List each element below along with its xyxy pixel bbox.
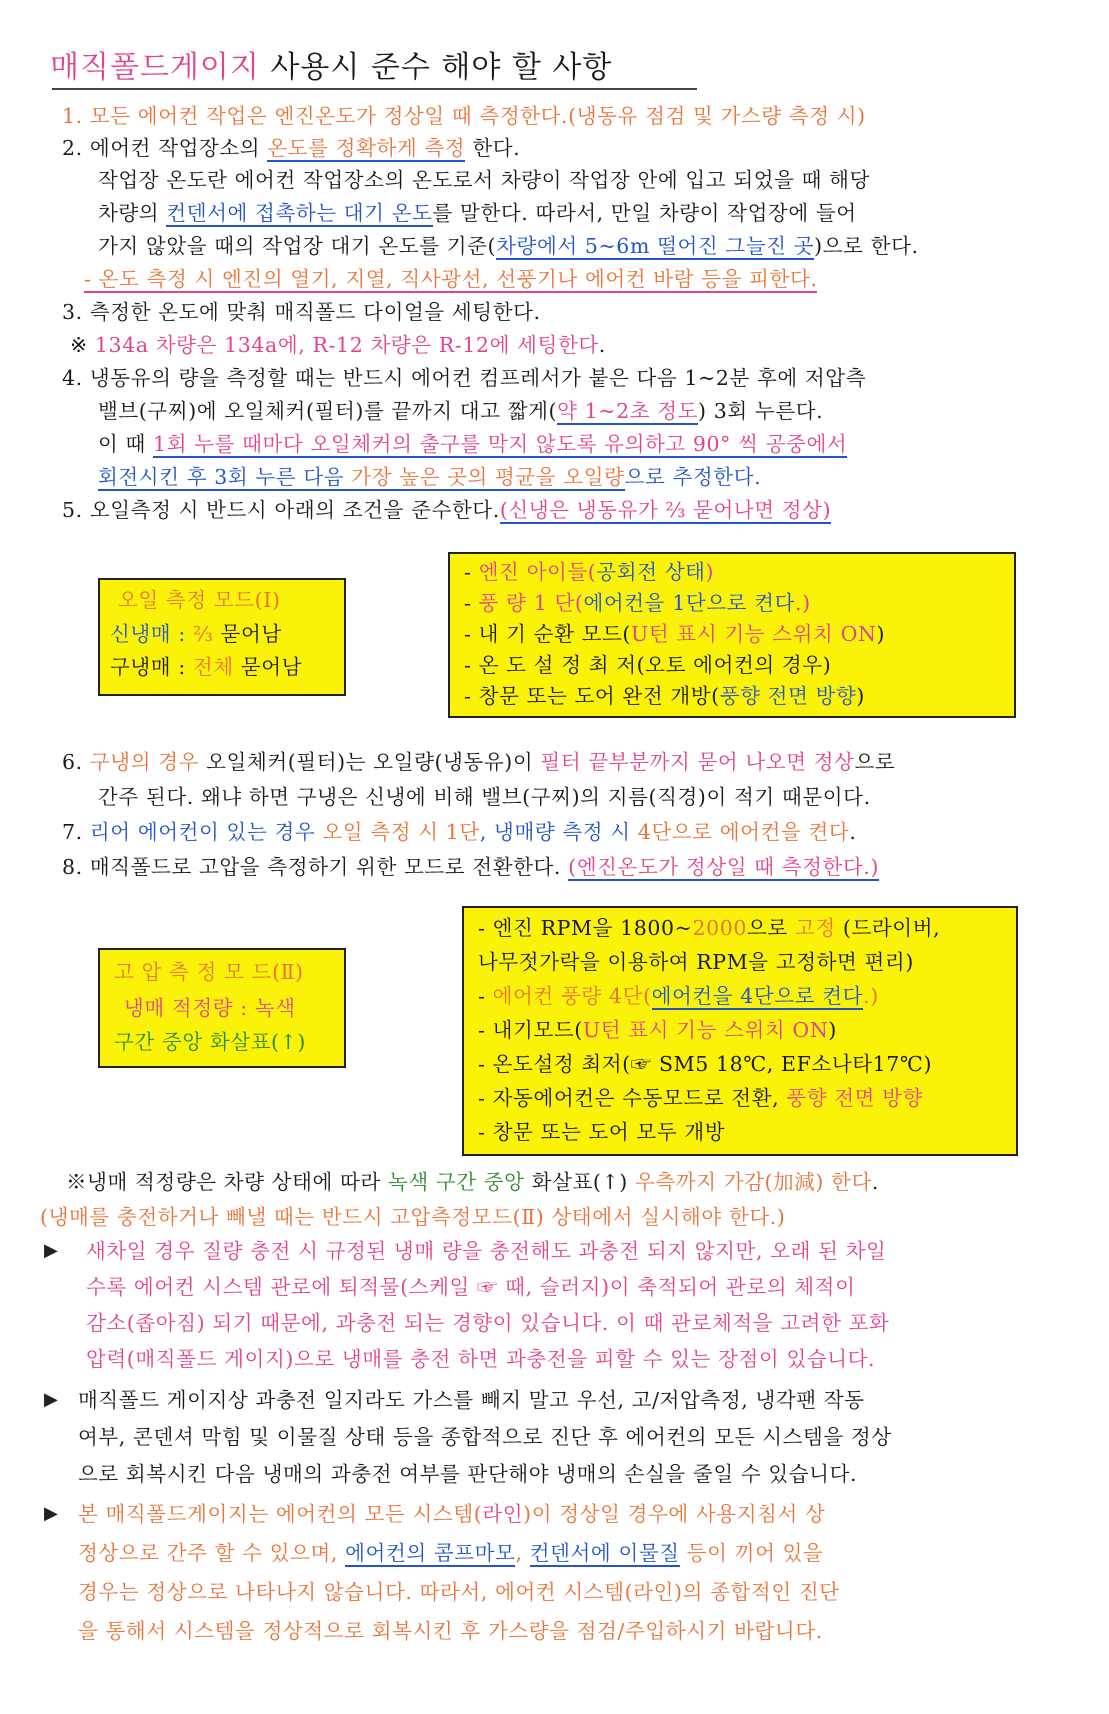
page-title xyxy=(50,42,612,86)
hp-condition-1-e: (드라이버, xyxy=(835,916,941,940)
hp-condition-5-b: 풍향 전면 방향 xyxy=(786,1086,924,1110)
note-1-d: 우측까지 가감(加減) 한다 xyxy=(635,1170,872,1194)
bullet-3-line-2-c: , xyxy=(515,1541,530,1565)
condition-2-a: 풍 량 1 단( xyxy=(478,591,584,615)
item-2-line-3-highlight: 컨덴서에 접촉하는 대기 온도 xyxy=(166,201,433,225)
item-4-line-2-a: 밸브(구찌)에 오일체커(필터)를 끝까지 대고 짧게( xyxy=(98,399,558,423)
high-pressure-mode-row-2: 구간 중앙 화살표(↑) xyxy=(114,1030,307,1054)
hp-condition-3-c: ) xyxy=(828,1018,837,1042)
note-1-a: ※냉매 적정량은 차량 상태에 따라 xyxy=(66,1170,388,1194)
bullet-2-line-3: 으로 회복시킨 다음 냉매의 과충전 여부를 판단해야 냉매의 손실을 줄일 수 있습니다. xyxy=(78,1462,858,1486)
hp-condition-1-line-2: 나무젓가락을 이용하여 RPM을 고정하면 편리) xyxy=(478,950,914,974)
item-6-num: 6. xyxy=(62,750,90,774)
bullet-1-line-4: 압력(매직폴드 게이지)으로 냉매를 충전 하면 과충전을 피할 수 있는 장점이 있습니다. xyxy=(86,1347,876,1371)
condition-2-c: .) xyxy=(794,591,811,615)
item-3-note xyxy=(70,331,606,359)
bullet-3-line-2-a: 정상으로 간주 할 수 있으며, xyxy=(78,1541,346,1565)
item-3-note-mark: ※ xyxy=(70,333,95,357)
bullet-1-line-2: 수록 에어컨 시스템 관로에 퇴적물(스케일 ☞ 때, 슬러지)이 축적되어 관로의 체적이 xyxy=(86,1275,856,1299)
oil-mode-old-text: 묻어남 xyxy=(233,655,303,679)
item-2-line-4-c: )으로 한다. xyxy=(814,234,919,258)
bullet-1-line-1: 새차일 경우 질량 충전 시 규정된 냉매 량을 충전해도 과충전 되지 않지만, 오래 된 차일 xyxy=(86,1239,887,1263)
item-3-text: 3. 측정한 온도에 맞춰 매직폴드 다이얼을 세팅한다. xyxy=(62,300,541,324)
bullet-3-line-2-b: 에어컨의 콤프마모 xyxy=(345,1541,516,1565)
item-7 xyxy=(62,818,856,846)
item-8 xyxy=(62,853,879,881)
hp-condition-1-a: - 엔진 RPM을 1800~ xyxy=(478,916,693,940)
item-2 xyxy=(62,134,520,162)
condition-5-c: ) xyxy=(856,684,866,708)
condition-1-a: 엔진 아이들( xyxy=(478,560,597,584)
item-2-line-2-text: 작업장 온도란 에어컨 작업장소의 온도로서 차량이 작업장 안에 입고 되었을 때 해당 xyxy=(98,168,870,192)
item-2-line-3 xyxy=(98,199,857,227)
condition-2-b: 에어컨을 1단으로 켠다 xyxy=(583,591,795,615)
note-1-b: 녹색 구간 중앙 xyxy=(387,1170,525,1194)
high-pressure-mode-box xyxy=(98,948,346,1068)
item-4-line-4-a: 회전시킨 후 3회 누른 다음 xyxy=(98,465,352,489)
play-triangle-icon: ▶ xyxy=(44,1389,58,1410)
hp-condition-2 xyxy=(478,982,879,1010)
item-2-line-4-a: 가지 않았을 때의 작업장 대기 온도를 기준( xyxy=(98,234,497,258)
item-6-line-2 xyxy=(98,783,871,811)
item-6-a: 구냉의 경우 xyxy=(89,750,200,774)
oil-mode-box xyxy=(98,578,346,696)
bullet-3-line-4: 을 통해서 시스템을 정상적으로 회복시킨 후 가스량을 점검/주입하시기 바랍니다. xyxy=(78,1619,823,1643)
item-7-a: 리어 에어컨이 있는 경우 xyxy=(89,820,316,844)
oil-mode-new-label: 신냉매 : xyxy=(110,622,193,646)
hp-condition-2-c: .) xyxy=(863,984,879,1008)
bullet-3-line-3: 경우는 정상으로 나타나지 않습니다. 따라서, 에어컨 시스템(라인)의 종합적인 진단 xyxy=(78,1580,840,1604)
condition-2-dash: - xyxy=(464,591,479,615)
title-brand: 매직폴드게이지 xyxy=(50,50,260,85)
hp-condition-5 xyxy=(478,1084,923,1112)
oil-mode-old-label: 구냉매 : xyxy=(110,655,193,679)
bullet-3-line-2 xyxy=(78,1539,823,1567)
item-4-line-4-c: 으로 추정한다. xyxy=(624,465,762,489)
item-6-line-2-text: 간주 된다. 왜냐 하면 구냉은 신냉에 비해 밸브(구찌)의 지름(직경)이 적기 때문이다. xyxy=(98,785,871,809)
item-3-note-text: 134a 차량은 134a에, R-12 차량은 R-12에 세팅한다 xyxy=(94,333,599,357)
hp-condition-6: - 창문 또는 도어 모두 개방 xyxy=(478,1120,726,1144)
condition-5 xyxy=(464,682,865,710)
bullet-2-line-2: 여부, 콘덴셔 막힘 및 이물질 상태 등을 종합적으로 진단 후 에어컨의 모든 시스템을 정상 xyxy=(78,1425,892,1449)
note-1-c: 화살표(↑) xyxy=(524,1170,635,1194)
item-3 xyxy=(62,298,541,326)
note-2 xyxy=(40,1203,785,1231)
item-4-line-3 xyxy=(98,430,847,458)
item-2-text-a: 2. 에어컨 작업장소의 xyxy=(62,136,268,160)
item-7-num: 7. xyxy=(62,820,90,844)
item-7-b: 오일 측정 시 1단 xyxy=(315,820,480,844)
item-1 xyxy=(62,102,866,130)
title-underline xyxy=(52,88,697,90)
condition-1-c: ) xyxy=(705,560,715,584)
hp-condition-4: - 온도설정 최저(☞ SM5 18℃, EF소나타17℃) xyxy=(478,1052,933,1076)
condition-2 xyxy=(464,589,811,617)
oil-mode-old-value: 전체 xyxy=(192,655,234,679)
oil-conditions-box xyxy=(448,552,1016,718)
condition-1-b: 공회전 상태 xyxy=(596,560,706,584)
high-pressure-mode-title: 고 압 측 정 모 드(Ⅱ) xyxy=(114,960,304,984)
item-7-d: 4단으로 에어컨을 켠다 xyxy=(637,820,850,844)
bullet-3-line-1-c: )이 정상일 경우에 사용지침서 상 xyxy=(523,1502,826,1526)
bullet-3-line-2-e: 등이 끼어 있을 xyxy=(679,1541,824,1565)
item-2-line-4 xyxy=(98,232,919,260)
item-6-end: 으로 xyxy=(854,750,896,774)
item-4-line-3-a: 이 때 xyxy=(98,432,154,456)
item-6-b: 오일체커(필터)는 오일량(냉동유)이 xyxy=(199,750,541,774)
item-2-note xyxy=(84,265,817,293)
item-2-note-text: - 온도 측정 시 엔진의 열기, 지열, 직사광선, 선풍기나 에어컨 바람 등을 피한다. xyxy=(84,267,818,291)
oil-mode-new-text: 묻어남 xyxy=(213,622,282,646)
condition-3-c: ) xyxy=(876,622,886,646)
item-3-note-end: . xyxy=(598,333,606,357)
item-7-end: . xyxy=(849,820,857,844)
item-8-note: (엔진온도가 정상일 때 측정한다.) xyxy=(568,855,880,879)
condition-5-a: - 창문 또는 도어 완전 개방( xyxy=(464,684,720,708)
hp-condition-2-b: 에어컨을 4단으로 켠다 xyxy=(651,984,864,1008)
note-2-text: (냉매를 충전하거나 빼낼 때는 반드시 고압측정모드(Ⅱ) 상태에서 실시해야 한다.) xyxy=(40,1205,786,1229)
item-6 xyxy=(62,748,895,776)
play-triangle-icon: ▶ xyxy=(44,1503,58,1524)
bullet-2-line-1: 매직폴드 게이지상 과충전 일지라도 가스를 빼지 말고 우선, 고/저압측정, 냉각팬 작동 xyxy=(78,1388,865,1412)
item-2-line-3-a: 차량의 xyxy=(98,201,167,225)
item-4-line-3-highlight: 1회 누를 때마다 오일체커의 출구를 막지 않도록 유의하고 90° 씩 공중에서 xyxy=(153,432,848,456)
item-6-highlight: 필터 끝부분까지 묻어 나오면 정상 xyxy=(540,750,855,774)
high-pressure-mode-row-1: 냉매 적정량 : 녹색 xyxy=(124,996,296,1020)
hp-condition-3-b: U턴 표시 기능 스위치 ON xyxy=(582,1018,829,1042)
oil-mode-row-old xyxy=(110,653,302,681)
item-7-c: , 냉매량 측정 시 xyxy=(479,820,638,844)
condition-3-a: - 내 기 순환 모드( xyxy=(464,622,632,646)
item-2-line-4-highlight: 차량에서 5~6m 떨어진 그늘진 곳 xyxy=(496,234,815,258)
condition-1-dash: - xyxy=(464,560,479,584)
condition-4-text: - 온 도 설 정 최 저(오토 에어컨의 경우) xyxy=(464,653,832,677)
hp-condition-1 xyxy=(478,914,940,942)
hp-condition-3-a: - 내기모드( xyxy=(478,1018,583,1042)
bullet-3-line-1-b: 라인 xyxy=(482,1502,524,1526)
hp-condition-1-c: 으로 xyxy=(747,916,795,940)
item-5-note: (신냉은 냉동유가 ⅔ 묻어나면 정상) xyxy=(499,498,832,522)
oil-mode-title: 오일 측정 모드(Ⅰ) xyxy=(118,588,281,612)
item-4-line-2-c: ) 3회 누른다. xyxy=(698,399,824,423)
item-4-line-4-highlight: 가장 높은 곳의 평균을 오일량 xyxy=(351,465,625,489)
hp-condition-2-dash: - xyxy=(478,984,493,1008)
bullet-3-line-1 xyxy=(78,1500,825,1528)
oil-mode-row-new xyxy=(110,620,282,648)
hp-condition-1-b: 2000 xyxy=(692,916,748,940)
item-5 xyxy=(62,496,831,524)
condition-5-b: 풍향 전면 방향 xyxy=(719,684,857,708)
item-4-line-2 xyxy=(98,397,823,425)
oil-mode-new-value: ⅔ xyxy=(192,622,214,646)
item-2-line-3-c: 를 말한다. 따라서, 만일 차량이 작업장에 들어 xyxy=(432,201,857,225)
note-1-e: . xyxy=(871,1170,879,1194)
hp-condition-5-a: - 자동에어컨은 수동모드로 전환, xyxy=(478,1086,787,1110)
bullet-3-line-1-a: 본 매직폴드게이지는 에어컨의 모든 시스템( xyxy=(78,1502,483,1526)
bullet-1-line-3: 감소(좁아짐) 되기 때문에, 과충전 되는 경향이 있습니다. 이 때 관로체적을 고려한 포화 xyxy=(86,1311,890,1335)
play-triangle-icon: ▶ xyxy=(44,1240,58,1261)
condition-3-b: U턴 표시 기능 스위치 ON xyxy=(631,622,877,646)
hp-condition-2-a: 에어컨 풍량 4단( xyxy=(492,984,652,1008)
item-2-text-c: 한다. xyxy=(465,136,521,160)
item-4-line-4 xyxy=(98,463,761,491)
item-4 xyxy=(62,364,866,392)
condition-3 xyxy=(464,620,885,648)
high-pressure-conditions-box xyxy=(462,906,1018,1156)
note-1 xyxy=(66,1168,879,1196)
item-2-highlight: 온도를 정확하게 측정 xyxy=(267,136,466,160)
hp-condition-3 xyxy=(478,1016,837,1044)
bullet-3-line-2-d: 컨덴서에 이물질 xyxy=(529,1541,680,1565)
item-2-line-2 xyxy=(98,166,870,194)
hp-condition-1-d: 고정 xyxy=(794,916,836,940)
condition-4 xyxy=(464,651,831,679)
item-1-text: 1. 모든 에어컨 작업은 엔진온도가 정상일 때 측정한다.(냉동유 점검 및 가스량 측정 시) xyxy=(62,104,866,128)
condition-1 xyxy=(464,558,714,586)
item-8-text: 8. 매직폴드로 고압을 측정하기 위한 모드로 전환한다. xyxy=(62,855,569,879)
item-4-text: 4. 냉동유의 량을 측정할 때는 반드시 에어컨 컴프레서가 붙은 다음 1~2분 후에 저압측 xyxy=(62,366,867,390)
item-5-text: 5. 오일측정 시 반드시 아래의 조건을 준수한다. xyxy=(62,498,500,522)
title-rest: 사용시 준수 해야 할 사항 xyxy=(259,50,613,85)
item-4-line-2-highlight: 약 1~2초 정도 xyxy=(557,399,699,423)
